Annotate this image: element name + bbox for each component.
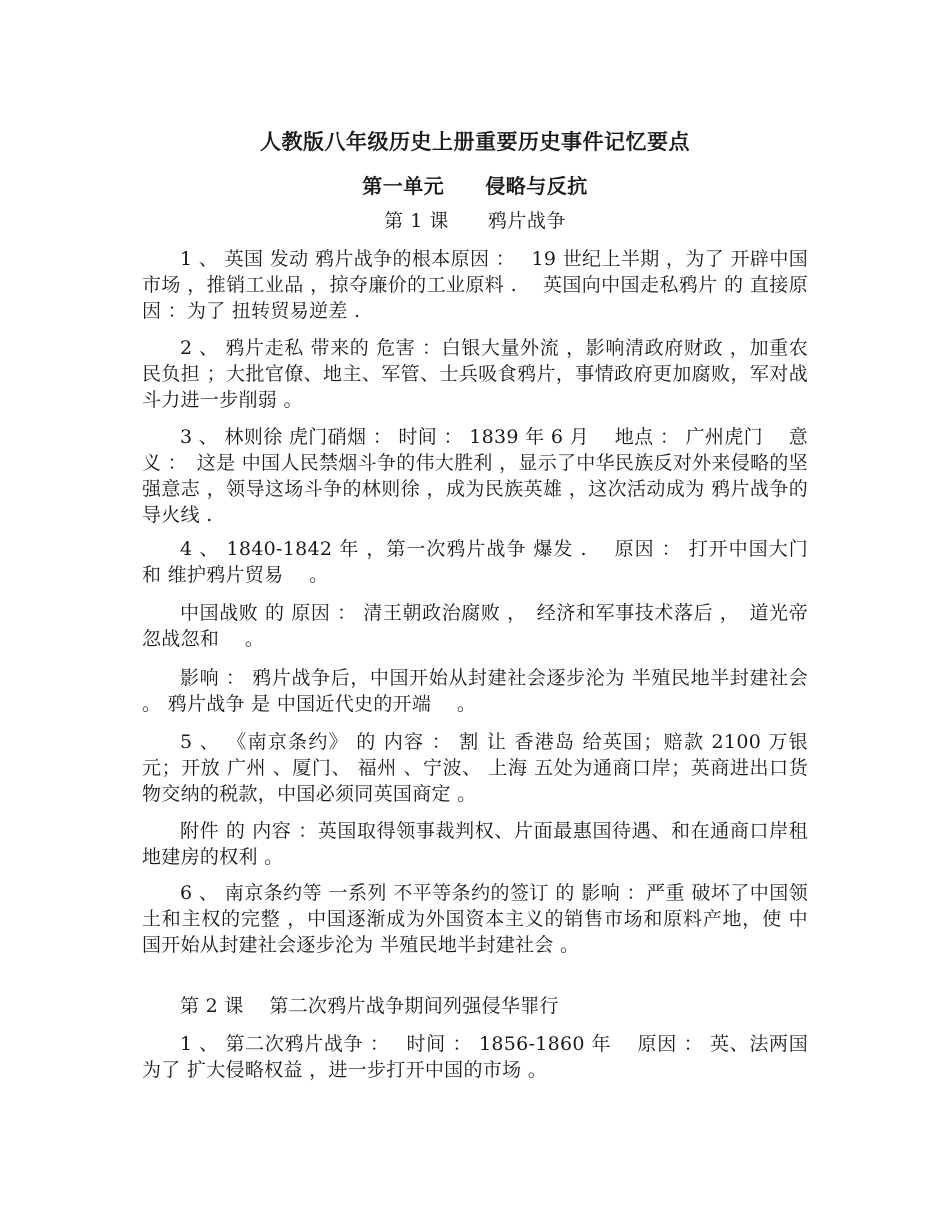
- paragraph: 5 、 《南京条约》 的 内容 ： 割 让 香港岛 给英国；赔款 2100 万银元；开放 广州 、厦门、 福州 、宁波、 上海 五处为通商口岸；英商进出口货物交纳的税款，中国必须同英国商定 。: [142, 731, 808, 805]
- paragraph: 1 、 第二次鸦片战争 ： 时间 ： 1856-1860 年 原因 ： 英、法两国 为了 扩大侵略权益 ，进一步打开中国的市场 。: [142, 1033, 808, 1081]
- unit-title: 第一单元 侵略与反抗: [362, 174, 588, 198]
- paragraph: 2 、 鸦片走私 带来的 危害 ：白银大量外流 ，影响清政府财政 ，加重农民负担 ；大批官僚、地主、军管、士兵吸食鸦片，事情政府更加腐败，军对战斗力进一步削弱 。: [142, 337, 808, 411]
- paragraph: 影响 ： 鸦片战争后，中国开始从封建社会逐步沦为 半殖民地半封建社会 。 鸦片战争 是 中国近代史的开端 。: [142, 667, 834, 715]
- paragraph: 4 、 1840-1842 年 ，第一次鸦片战争 爆发 . 原因 ： 打开中国大门 和 维护鸦片贸易 。: [142, 538, 808, 586]
- paragraph: 中国战败 的 原因 ： 清王朝政治腐败 ， 经济和军事技术落后 ， 道光帝忽战忽和 。: [142, 602, 808, 650]
- lesson-title: 第 2 课 第二次鸦片战争期间列强侵华罪行: [180, 995, 559, 1017]
- paragraph: 1 、 英国 发动 鸦片战争的根本原因 ： 19 世纪上半期 ，为了 开辟中国市场 ，推销工业品 ，掠夺廉价的工业原料 . 英国向中国走私鸦片 的 直接原因 ：为了 扭转贸易逆差 .: [142, 248, 808, 322]
- paragraph: 附件 的 内容 ：英国取得领事裁判权、片面最惠国待遇、和在通商口岸租地建房的权利 。: [142, 820, 808, 868]
- lesson-title: 第 1 课 鸦片战争: [384, 210, 566, 232]
- document-title: 人教版八年级历史上册重要历史事件记忆要点: [260, 129, 690, 154]
- paragraph: 6 、 南京条约等 一系列 不平等条约的签订 的 影响 ：严重 破坏了中国领土和主权的完整 ，中国逐渐成为外国资本主义的销售市场和原料产地，使 中国开始从封建社会逐步沦为 半殖民地半封建社会 。: [142, 882, 808, 956]
- paragraph: 3 、 林则徐 虎门硝烟 ： 时间 ： 1839 年 6 月 地点 ： 广州虎门 意义 ： 这是 中国人民禁烟斗争的伟大胜利 ，显示了中华民族反对外来侵略的坚强意志 ，领导这场斗争的林则徐 ，成为民族英雄 ，这次活动成为 鸦片战争的导火线 .: [142, 426, 808, 526]
